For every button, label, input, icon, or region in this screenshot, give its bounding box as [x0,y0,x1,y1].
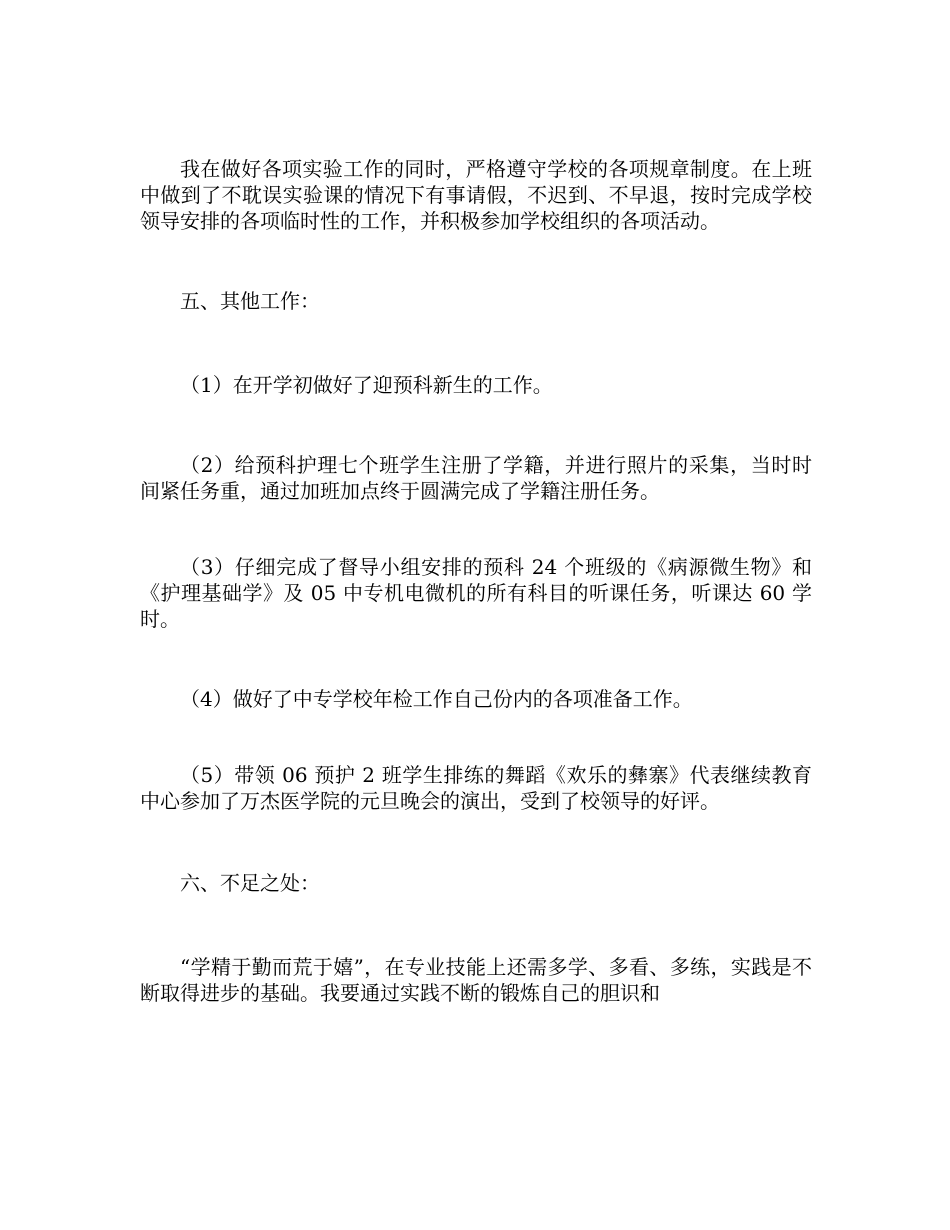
paragraph-lab-work: 我在做好各项实验工作的同时，严格遵守学校的各项规章制度。在上班中做到了不耽误实验课的情况下有事请假，不迟到、不早退，按时完成学校领导安排的各项临时性的工作，并积极参加学校组织的各项活动。 [140,157,812,233]
list-item-1: （1）在开学初做好了迎预科新生的工作。 [180,373,553,397]
list-item-2: （2）给预科护理七个班学生注册了学籍，并进行照片的采集，当时时间紧任务重，通过加班加点终于圆满完成了学籍注册任务。 [140,453,812,503]
list-item-4: （4）做好了中专学校年检工作自己份内的各项准备工作。 [180,687,693,711]
document-body [140,156,812,1006]
heading-other-work: 五、其他工作： [180,289,320,313]
heading-shortcomings: 六、不足之处： [180,871,320,895]
list-item-3: （3）仔细完成了督导小组安排的预科 24 个班级的《病源微生物》和《护理基础学》及 05 中专机电微机的所有科目的听课任务，听课达 60 学时。 [140,555,812,631]
paragraph-shortcomings: “学精于勤而荒于嬉”，在专业技能上还需多学、多看、多练，实践是不断取得进步的基础。我要通过实践不断的锻炼自己的胆识和 [140,955,812,1005]
list-item-5: （5）带领 06 预护 2 班学生排练的舞蹈《欢乐的彝寨》代表继续教育中心参加了万杰医学院的元旦晚会的演出，受到了校领导的好评。 [140,763,812,813]
